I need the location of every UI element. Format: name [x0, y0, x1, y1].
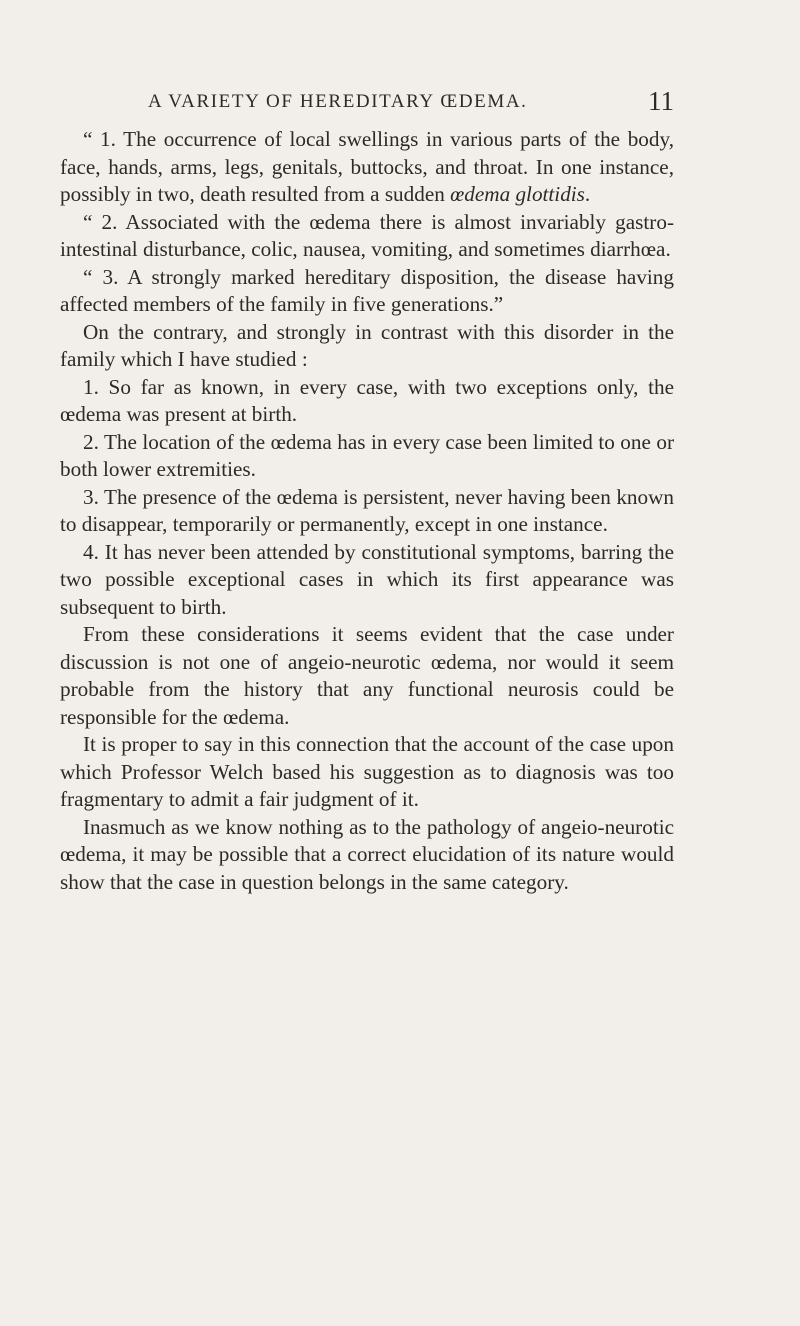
paragraph-symptom-2: “ 2. Associated with the œdema there is almost invariably gastro-intestinal disturbance, colic, nausea, vomiting, and sometimes diarrhœa. — [60, 209, 674, 261]
paragraph-symptom-3: “ 3. A strongly marked hereditary disposition, the disease having affected members of the family in five generations.” — [60, 264, 674, 316]
page-number: 11 — [648, 86, 674, 116]
paragraph-point-4: 4. It has never been attended by constitutional symptoms, barring the two possible exceptional cases in which its first appearance was subsequent to birth. — [60, 539, 674, 619]
paragraph-point-1: 1. So far as known, in every case, with two exceptions only, the œdema was present at birth. — [60, 374, 674, 426]
paragraph-text: “ 1. The occurrence of local swellings in various parts of the body, face, hands, arms, legs, genitals, buttocks, and throat. In one instance, possibly in two, death resulted from a sudden — [60, 127, 674, 206]
paragraph-welch: It is proper to say in this connection that the account of the case upon which Professor Welch based his suggestion as to diagnosis was too fragmentary to admit a fair judgment of it. — [60, 732, 674, 811]
paragraph-conclusion: From these considerations it seems evident that the case under discussion is not one of angeio-neurotic œdema, nor would it seem probable from the history that any functional neurosis could be responsible for the œdema. — [60, 622, 674, 729]
paragraph-point-2: 2. The location of the œdema has in every case been limited to one or both lower extremities. — [60, 429, 674, 481]
page-header — [148, 86, 674, 126]
italic-term: œdema glottidis — [450, 182, 585, 206]
paragraph-point-3: 3. The presence of the œdema is persistent, never having been known to disappear, temporarily or permanently, except in one instance. — [60, 484, 674, 536]
paragraph-symptom-1 — [60, 126, 674, 209]
paragraph-text-end: . — [584, 182, 591, 206]
running-head: A VARIETY OF HEREDITARY ŒDEMA. — [148, 91, 528, 112]
paragraph-pathology: Inasmuch as we know nothing as to the pathology of angeio-neurotic œdema, it may be possible that a correct elucidation of its nature would show that the case in question belongs in the same category. — [60, 814, 674, 894]
body-text — [60, 126, 674, 896]
paragraph-contrast-intro: On the contrary, and strongly in contrast with this disorder in the family which I have studied : — [60, 319, 674, 371]
